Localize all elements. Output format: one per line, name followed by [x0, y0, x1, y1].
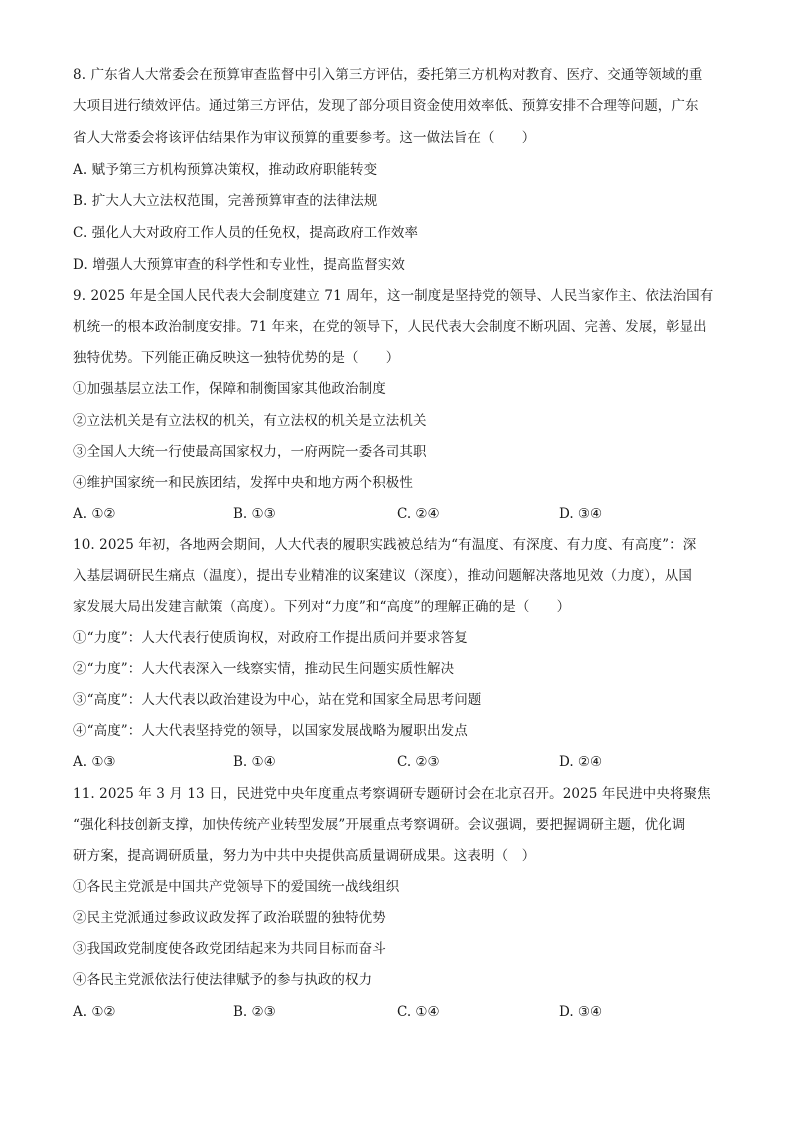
q8-stem-line-2: 大项目进行绩效评估。通过第三方评估，发现了部分项目资金使用效率低、预算安排不合理等问题，广东 [73, 98, 699, 114]
q11-option-d: D. ③④ [559, 1004, 603, 1020]
q11-options [73, 1003, 725, 1021]
q11-stem-line-3: 研方案，提高调研质量，努力为中共中央提供高质量调研成果。这表明（ ） [73, 848, 536, 864]
q9-item-2: ②立法机关是有立法权的机关，有立法权的机关是立法机关 [73, 413, 427, 429]
q9-item-4: ④维护国家统一和民族团结，发挥中央和地方两个积极性 [73, 475, 413, 491]
q10-option-c: C. ②③ [397, 754, 440, 770]
q8-choice-c: C. 强化人大对政府工作人员的任免权，提高政府工作效率 [73, 225, 419, 241]
q11-item-4: ④各民主党派依法行使法律赋予的参与执政的权力 [73, 972, 373, 988]
q8-stem-line-3: 省人大常委会将该评估结果作为审议预算的重要参考。这一做法旨在（ ） [73, 130, 536, 146]
q11-stem-line-2: “强化科技创新支撑，加快传统产业转型发展”开展重点考察调研。会议强调，要把握调研主题，优化调 [73, 817, 686, 833]
q10-stem-line-3: 家发展大局出发建言献策（高度）。下列对“力度”和“高度”的理解正确的是（ ） [73, 599, 571, 615]
q9-item-1: ①加强基层立法工作，保障和制衡国家其他政治制度 [73, 381, 386, 397]
q10-item-4: ④“高度”：人大代表坚持党的领导，以国家发展战略为履职出发点 [73, 723, 468, 739]
q10-item-1: ①“力度”：人大代表行使质询权，对政府工作提出质问并要求答复 [73, 630, 468, 646]
q11-item-1: ①各民主党派是中国共产党领导下的爱国统一战线组织 [73, 879, 400, 895]
q10-stem-line-2: 入基层调研民生痛点（温度），提出专业精准的议案建议（深度），推动问题解决落地见效（力度），从国 [73, 568, 692, 584]
q9-stem-line-2: 机统一的根本政治制度安排。71 年来，在党的领导下，人民代表大会制度不断巩固、完善、发展，彰显出 [73, 319, 707, 335]
q9-stem-line-3: 独特优势。下列能正确反映这一独特优势的是（ ） [73, 350, 400, 366]
q9-option-b: B. ①③ [233, 506, 276, 522]
q10-options [73, 753, 725, 771]
q8-stem-line-1: 8. 广东省人大常委会在预算审查监督中引入第三方评估，委托第三方机构对教育、医疗、交通等领域的重 [73, 67, 703, 83]
q9-option-c: C. ②④ [397, 506, 440, 522]
q11-option-c: C. ①④ [397, 1004, 440, 1020]
q8-choice-d: D. 增强人大预算审查的科学性和专业性，提高监督实效 [73, 257, 406, 273]
q9-item-3: ③全国人大统一行使最高国家权力，一府两院一委各司其职 [73, 444, 427, 460]
q9-option-d: D. ③④ [559, 506, 603, 522]
q10-option-a: A. ①③ [73, 754, 116, 770]
q10-item-2: ②“力度”：人大代表深入一线察实情，推动民生问题实质性解决 [73, 661, 455, 677]
q11-option-a: A. ①② [73, 1004, 116, 1020]
q9-option-a: A. ①② [73, 506, 116, 522]
q10-option-b: B. ①④ [233, 754, 276, 770]
q8-choice-b: B. 扩大人大立法权范围，完善预算审查的法律法规 [73, 193, 378, 209]
q11-item-2: ②民主党派通过参政议政发挥了政治联盟的独特优势 [73, 910, 386, 926]
q10-item-3: ③“高度”：人大代表以政治建设为中心，站在党和国家全局思考问题 [73, 692, 482, 708]
q10-stem-line-1: 10. 2025 年初，各地两会期间，人大代表的履职实践被总结为“有温度、有深度、有力度、有高度”：深 [73, 537, 697, 553]
q8-choice-a: A. 赋予第三方机构预算决策权，推动政府职能转变 [73, 162, 378, 178]
q11-option-b: B. ②③ [233, 1004, 276, 1020]
q11-stem-line-1: 11. 2025 年 3 月 13 日，民进党中央年度重点考察调研专题研讨会在北京召开。2025 年民进中央将聚焦 [73, 786, 711, 802]
q9-options [73, 505, 725, 523]
q11-item-3: ③我国政党制度使各政党团结起来为共同目标而奋斗 [73, 941, 386, 957]
q10-option-d: D. ②④ [559, 754, 603, 770]
q9-stem-line-1: 9. 2025 年是全国人民代表大会制度建立 71 周年，这一制度是坚持党的领导、人民当家作主、依法治国有 [73, 288, 714, 304]
